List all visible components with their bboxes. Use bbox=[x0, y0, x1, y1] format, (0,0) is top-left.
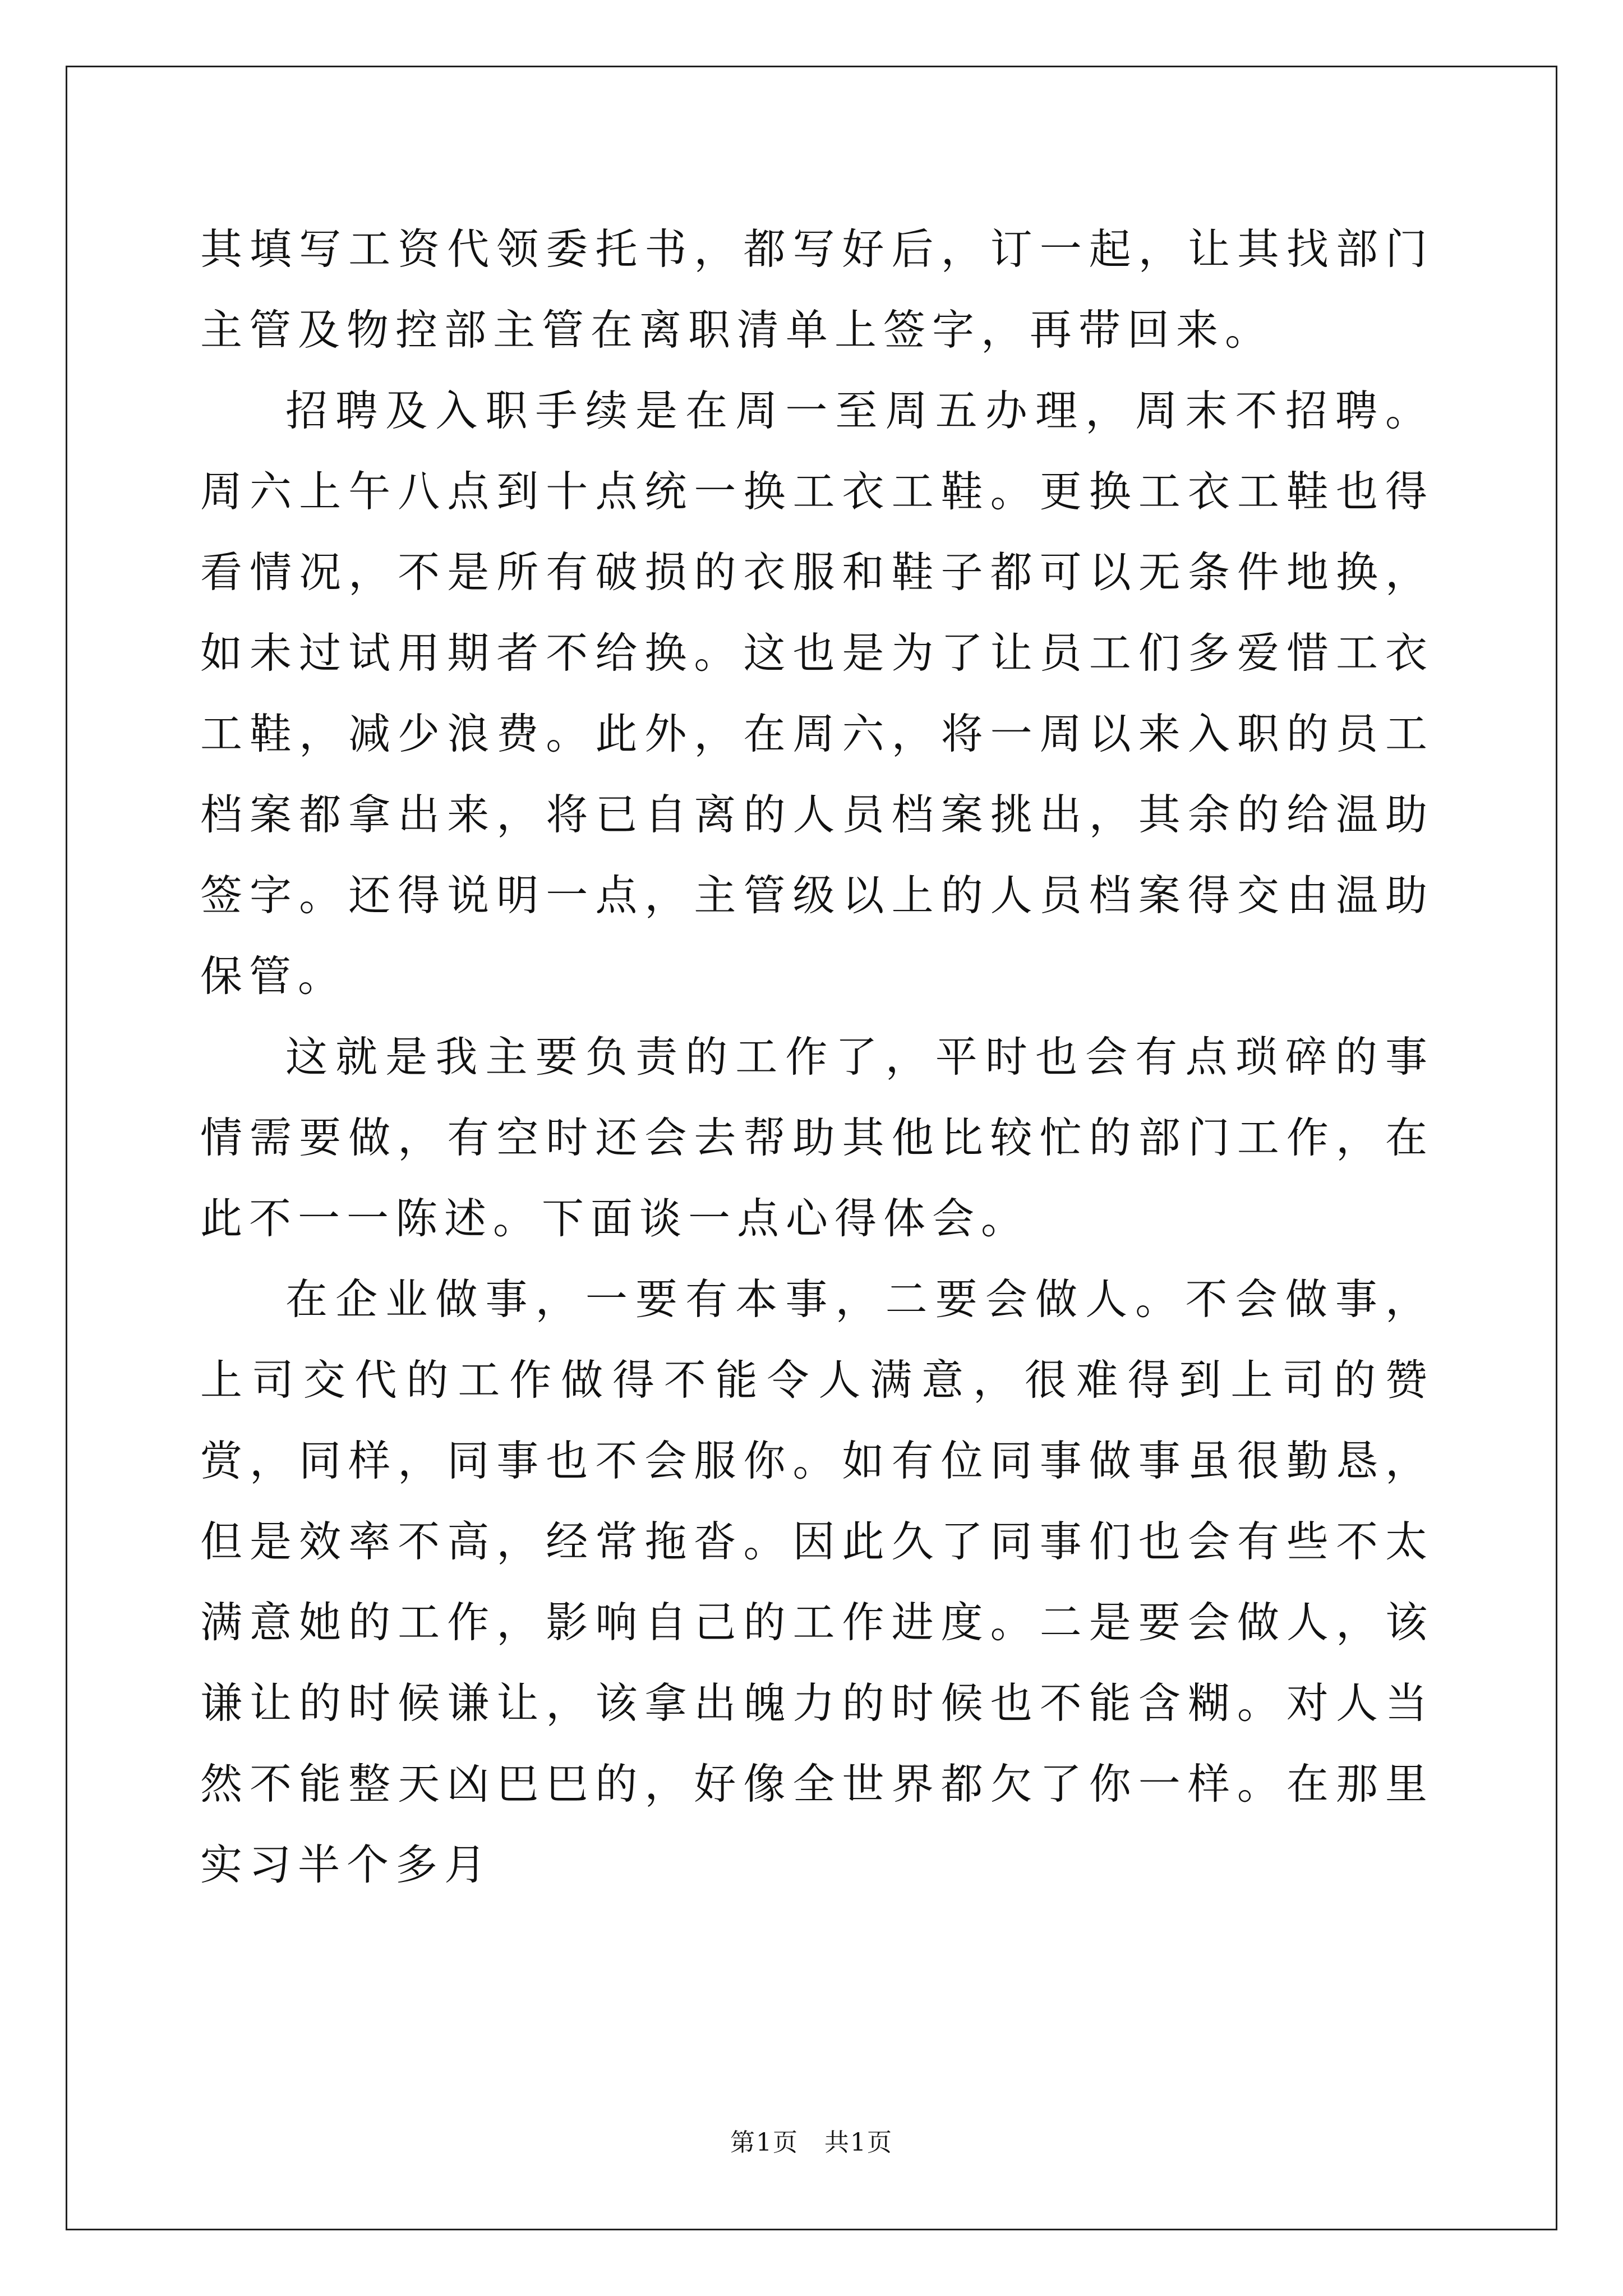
paragraph-1: 其填写工资代领委托书，都写好后，订一起，让其找部门主管及物控部主管在离职清单上签字，再带回来。 bbox=[200, 224, 1434, 355]
paragraph-4: 在企业做事，一要有本事，二要会做人。不会做事，上司交代的工作做得不能令人满意，很难得到上司的赞赏，同样，同事也不会服你。如有位同事做事虽很勤恳，但是效率不高，经常拖沓。因此久了同事们也会有些不太满意她的工作，影响自己的工作进度。二是要会做人，该谦让的时候谦让，该拿出魄力的时候也不能含糊。对人当然不能整天凶巴巴的，好像全世界都欠了你一样。在那里实习半个多月 bbox=[200, 1274, 1434, 1889]
paragraph-2: 招聘及入职手续是在周一至周五办理，周末不招聘。周六上午八点到十点统一换工衣工鞋。更换工衣工鞋也得看情况，不是所有破损的衣服和鞋子都可以无条件地换，如未过试用期者不给换。这也是为了让员工们多爱惜工衣工鞋，减少浪费。此外，在周六，将一周以来入职的员工档案都拿出来，将已自离的人员档案挑出，其余的给温助签字。还得说明一点，主管级以上的人员档案得交由温助保管。 bbox=[200, 386, 1434, 1001]
page-footer: 第1页 共1页 bbox=[730, 2128, 893, 2157]
paragraph-3: 这就是我主要负责的工作了，平时也会有点琐碎的事情需要做，有空时还会去帮助其他比较忙的部门工作，在此不一一陈述。下面谈一点心得体会。 bbox=[200, 1032, 1434, 1243]
document-body bbox=[200, 209, 1434, 1905]
